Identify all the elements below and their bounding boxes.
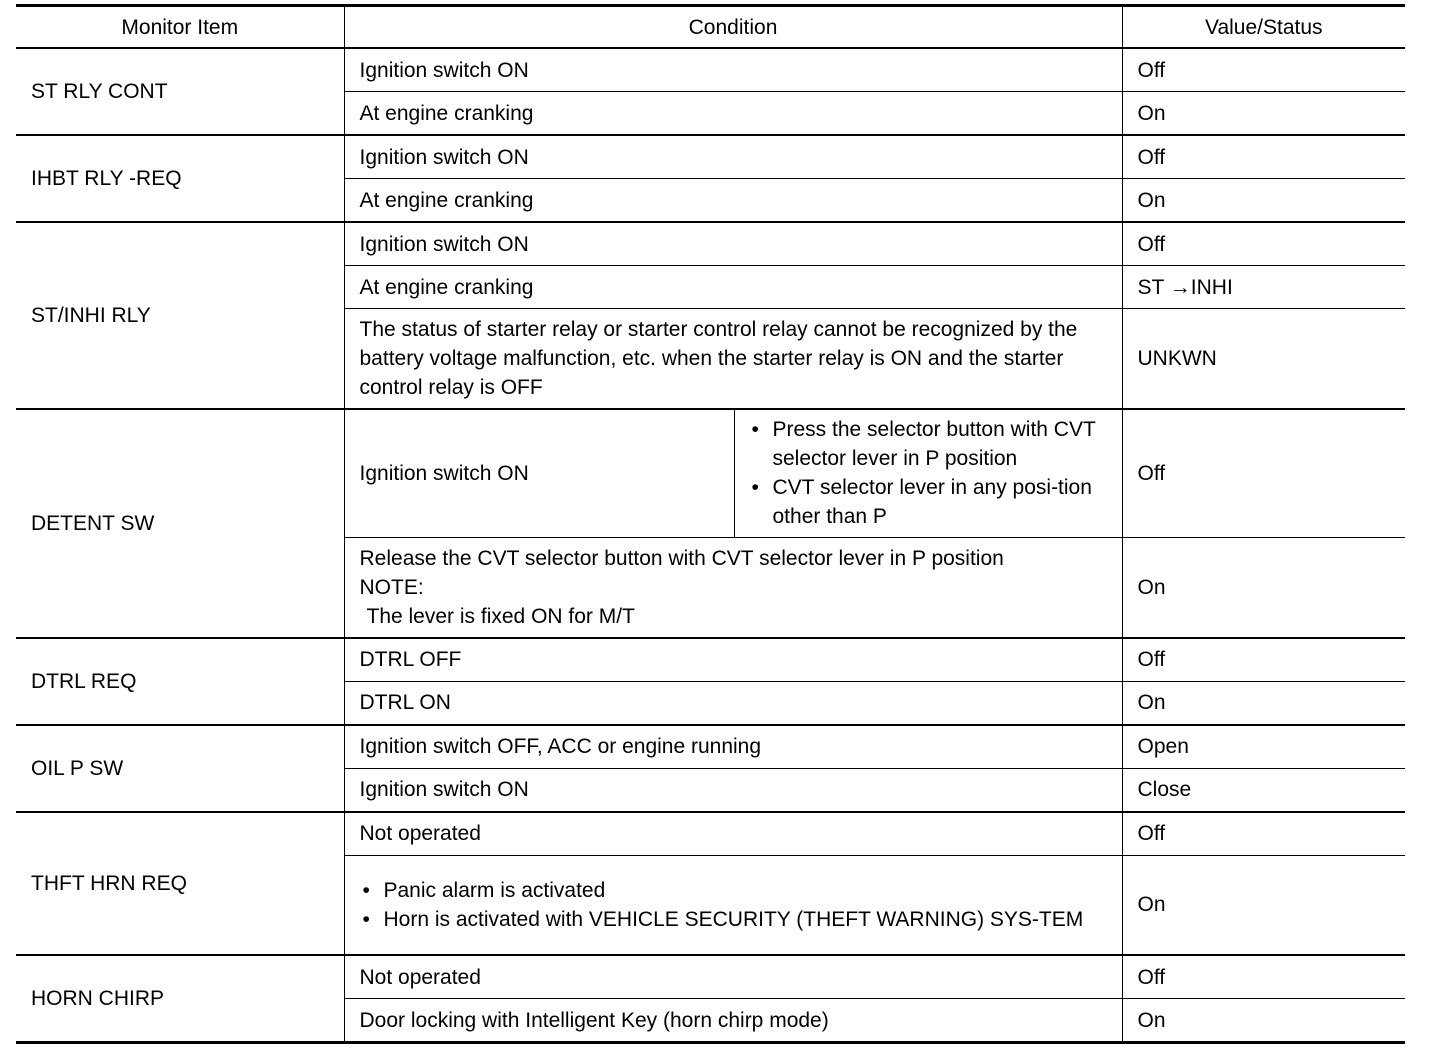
condition-cell — [344, 538, 1122, 638]
monitor-item-thft-hrn-req: THFT HRN REQ — [16, 812, 344, 956]
condition-cell: Door locking with Intelligent Key (horn chirp mode) — [344, 999, 1122, 1043]
header-condition: Condition — [344, 6, 1122, 49]
table-row — [16, 409, 1405, 538]
condition-cell: The status of starter relay or starter control relay cannot be recognized by the battery voltage malfunction, etc. when the starter relay is ON and the starter control relay is OFF — [344, 309, 1122, 409]
condition-bullet-list — [360, 876, 1114, 934]
list-item: • Horn is activated with VEHICLE SECURITY (THEFT WARNING) SYS-TEM — [360, 905, 1114, 934]
monitor-item-oil-p-sw: OIL P SW — [16, 725, 344, 812]
condition-cell: Ignition switch ON — [344, 135, 1122, 179]
value-cell: Off — [1122, 135, 1405, 179]
value-cell: On — [1122, 999, 1405, 1043]
table-row — [16, 222, 1405, 266]
condition-cell: Not operated — [344, 955, 1122, 999]
condition-cell: At engine cranking — [344, 92, 1122, 136]
condition-cell — [344, 855, 1122, 955]
value-cell: UNKWN — [1122, 309, 1405, 409]
value-cell: Open — [1122, 725, 1405, 769]
table-row — [16, 725, 1405, 769]
monitor-item-table — [16, 4, 1405, 1044]
monitor-item-dtrl-req: DTRL REQ — [16, 638, 344, 725]
value-cell: On — [1122, 92, 1405, 136]
header-value-status: Value/Status — [1122, 6, 1405, 49]
condition-detail-cell — [734, 409, 1122, 538]
list-item: • CVT selector lever in any posi-tion other than P — [749, 473, 1112, 531]
condition-cell: At engine cranking — [344, 266, 1122, 309]
table-row — [16, 48, 1405, 92]
table-row — [16, 135, 1405, 179]
value-cell: Off — [1122, 638, 1405, 682]
condition-cell: Ignition switch ON — [344, 409, 734, 538]
condition-cell: Ignition switch ON — [344, 768, 1122, 812]
value-cell: Close — [1122, 768, 1405, 812]
value-cell: Off — [1122, 48, 1405, 92]
condition-cell: Ignition switch ON — [344, 222, 1122, 266]
condition-cell: DTRL ON — [344, 681, 1122, 725]
value-cell: On — [1122, 179, 1405, 223]
note-text: The lever is fixed ON for M/T — [366, 604, 635, 628]
value-cell: Off — [1122, 222, 1405, 266]
monitor-item-st-rly-cont: ST RLY CONT — [16, 48, 344, 135]
condition-cell: At engine cranking — [344, 179, 1122, 223]
condition-cell: Ignition switch ON — [359, 58, 529, 82]
monitor-item-st-inhi-rly: ST/INHI RLY — [16, 222, 344, 409]
table-header-row — [16, 6, 1405, 49]
list-item: • Panic alarm is activated — [360, 876, 1114, 905]
table-row — [16, 812, 1405, 856]
monitor-item-horn-chirp: HORN CHIRP — [16, 955, 344, 1043]
monitor-item-ihbt-rly-req: IHBT RLY -REQ — [16, 135, 344, 222]
monitor-item-detent-sw: DETENT SW — [16, 409, 344, 638]
condition-cell: Not operated — [344, 812, 1122, 856]
table-row — [16, 955, 1405, 999]
value-cell: ST →INHI — [1122, 266, 1405, 309]
header-monitor-item: Monitor Item — [16, 6, 344, 49]
value-cell: On — [1122, 538, 1405, 638]
value-cell: Off — [1122, 812, 1405, 856]
note-label: NOTE: — [359, 575, 424, 599]
value-cell: Off — [1122, 409, 1405, 538]
value-cell: On — [1122, 681, 1405, 725]
table-row — [16, 638, 1405, 682]
value-cell: On — [1122, 855, 1405, 955]
condition-text: Release the CVT selector button with CVT selector lever in P position — [359, 546, 1004, 570]
value-cell: Off — [1122, 955, 1405, 999]
list-item: • Press the selector button with CVT selector lever in P position — [749, 415, 1112, 473]
condition-cell: DTRL OFF — [344, 638, 1122, 682]
condition-cell: Ignition switch OFF, ACC or engine running — [344, 725, 1122, 769]
condition-bullet-list — [749, 415, 1112, 531]
